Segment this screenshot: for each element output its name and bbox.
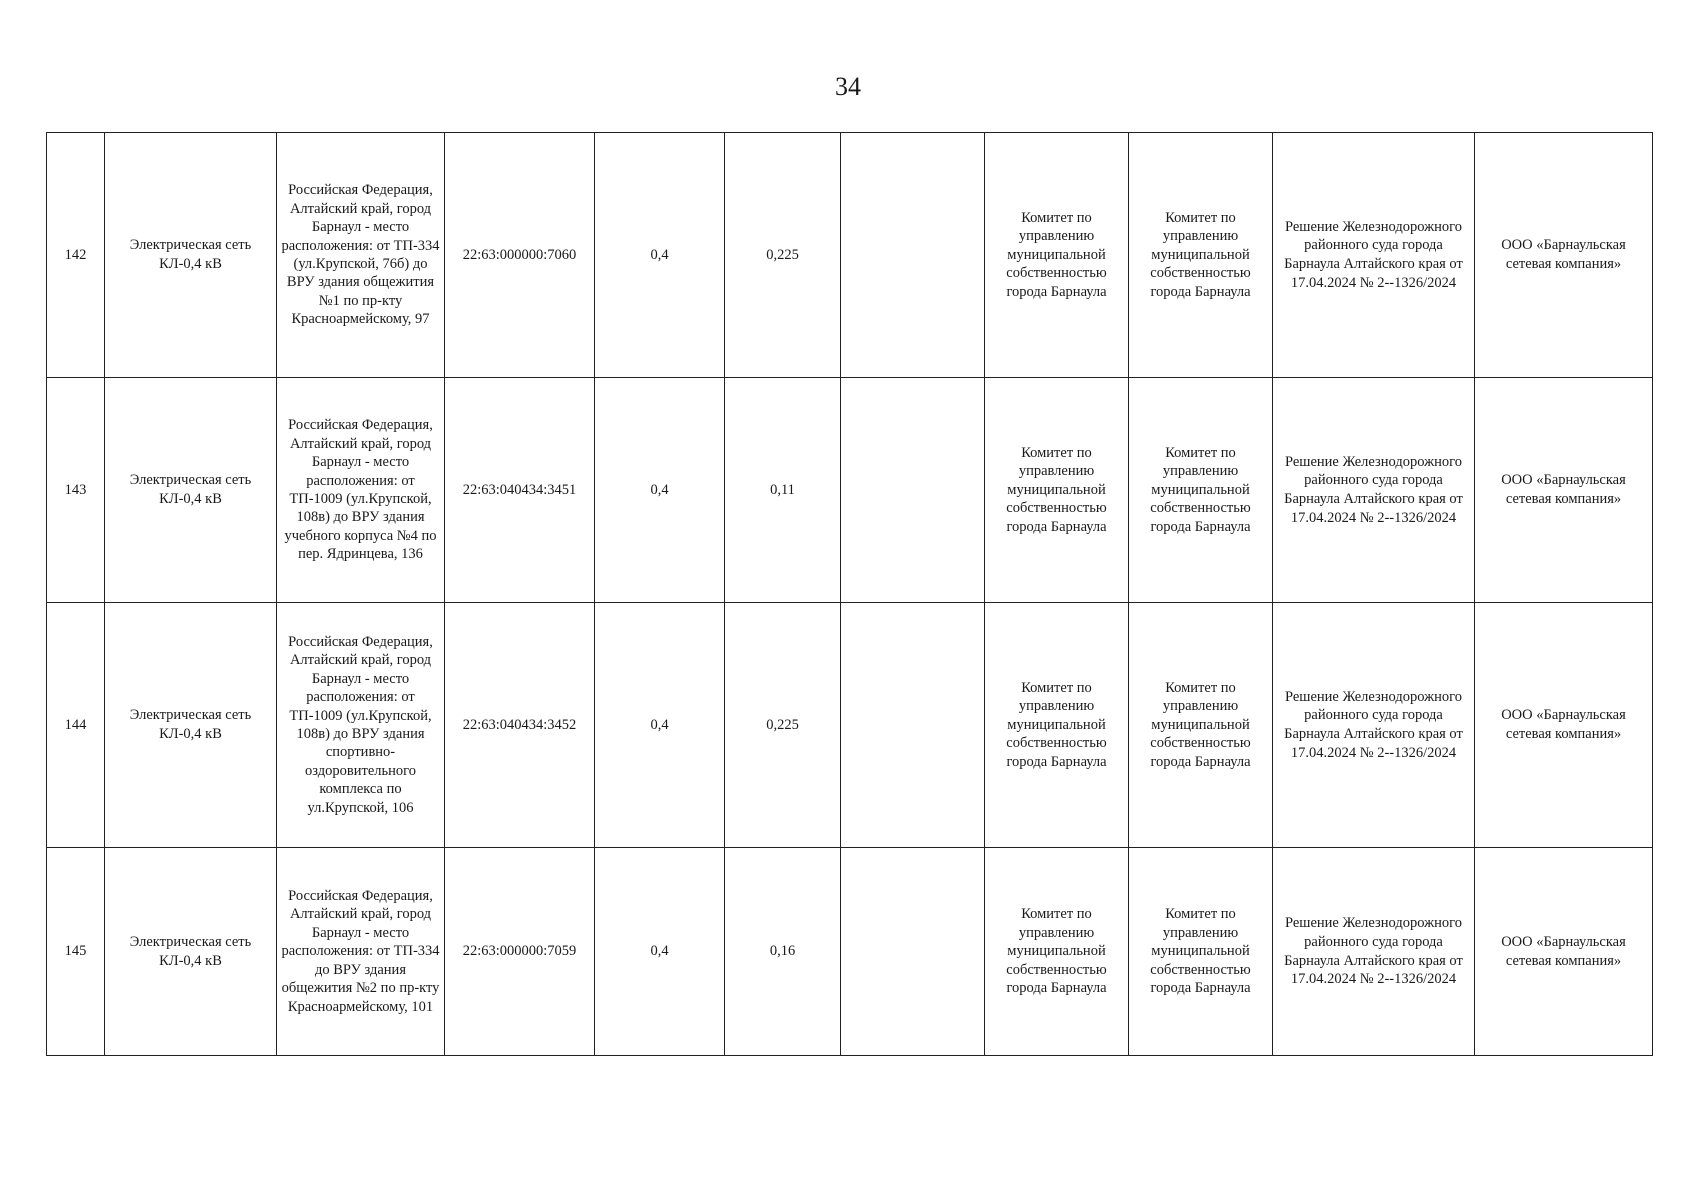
operator-cell: ООО «Барнаульская сетевая компания» bbox=[1475, 378, 1653, 603]
table-row bbox=[47, 848, 1653, 1056]
row-number-cell: 142 bbox=[47, 133, 105, 378]
object-name-cell: Электрическая сеть КЛ-0,4 кВ bbox=[105, 378, 277, 603]
table-row bbox=[47, 378, 1653, 603]
applicant-cell: Комитет по управлению муниципальной собственностью города Барнаула bbox=[1129, 603, 1273, 848]
address-cell: Российская Федерация, Алтайский край, город Барнаул - место расположения: от ТП-1009 (ул.Крупской, 108в) до ВРУ здания учебного корпуса №4 по пер. Ядринцева, 136 bbox=[277, 378, 445, 603]
empty-cell bbox=[841, 133, 985, 378]
row-number-cell: 143 bbox=[47, 378, 105, 603]
empty-cell bbox=[841, 378, 985, 603]
object-name-cell: Электрическая сеть КЛ-0,4 кВ bbox=[105, 848, 277, 1056]
voltage-cell: 0,4 bbox=[595, 133, 725, 378]
address-cell: Российская Федерация, Алтайский край, город Барнаул - место расположения: от ТП-334 до ВРУ здания общежития №2 по пр-кту Красноармейскому, 101 bbox=[277, 848, 445, 1056]
row-number-cell: 145 bbox=[47, 848, 105, 1056]
voltage-cell: 0,4 bbox=[595, 848, 725, 1056]
operator-cell: ООО «Барнаульская сетевая компания» bbox=[1475, 133, 1653, 378]
length-cell: 0,225 bbox=[725, 133, 841, 378]
applicant-cell: Комитет по управлению муниципальной собственностью города Барнаула bbox=[1129, 848, 1273, 1056]
length-cell: 0,225 bbox=[725, 603, 841, 848]
property-registry-table bbox=[46, 132, 1653, 1056]
cadastral-number-cell: 22:63:040434:3452 bbox=[445, 603, 595, 848]
applicant-cell: Комитет по управлению муниципальной собственностью города Барнаула bbox=[1129, 378, 1273, 603]
object-name-cell: Электрическая сеть КЛ-0,4 кВ bbox=[105, 603, 277, 848]
address-cell: Российская Федерация, Алтайский край, город Барнаул - место расположения: от ТП-1009 (ул.Крупской, 108в) до ВРУ здания спортивно-оздоровительного комплекса по ул.Крупской, 106 bbox=[277, 603, 445, 848]
cadastral-number-cell: 22:63:000000:7059 bbox=[445, 848, 595, 1056]
applicant-cell: Комитет по управлению муниципальной собственностью города Барнаула bbox=[1129, 133, 1273, 378]
table-row bbox=[47, 133, 1653, 378]
court-decision-cell: Решение Железнодорожного районного суда города Барнаула Алтайского края от 17.04.2024 № 2--1326/2024 bbox=[1273, 133, 1475, 378]
court-decision-cell: Решение Железнодорожного районного суда города Барнаула Алтайского края от 17.04.2024 № 2--1326/2024 bbox=[1273, 603, 1475, 848]
length-cell: 0,11 bbox=[725, 378, 841, 603]
court-decision-cell: Решение Железнодорожного районного суда города Барнаула Алтайского края от 17.04.2024 № 2--1326/2024 bbox=[1273, 848, 1475, 1056]
court-decision-cell: Решение Железнодорожного районного суда города Барнаула Алтайского края от 17.04.2024 № 2--1326/2024 bbox=[1273, 378, 1475, 603]
rights-holder-cell: Комитет по управлению муниципальной собственностью города Барнаула bbox=[985, 378, 1129, 603]
length-cell: 0,16 bbox=[725, 848, 841, 1056]
operator-cell: ООО «Барнаульская сетевая компания» bbox=[1475, 848, 1653, 1056]
cadastral-number-cell: 22:63:040434:3451 bbox=[445, 378, 595, 603]
voltage-cell: 0,4 bbox=[595, 378, 725, 603]
object-name-cell: Электрическая сеть КЛ-0,4 кВ bbox=[105, 133, 277, 378]
cadastral-number-cell: 22:63:000000:7060 bbox=[445, 133, 595, 378]
empty-cell bbox=[841, 848, 985, 1056]
row-number-cell: 144 bbox=[47, 603, 105, 848]
rights-holder-cell: Комитет по управлению муниципальной собственностью города Барнаула bbox=[985, 603, 1129, 848]
address-cell: Российская Федерация, Алтайский край, город Барнаул - место расположения: от ТП-334 (ул.Крупской, 76б) до ВРУ здания общежития №1 по пр-кту Красноармейскому, 97 bbox=[277, 133, 445, 378]
rights-holder-cell: Комитет по управлению муниципальной собственностью города Барнаула bbox=[985, 133, 1129, 378]
page-number: 34 bbox=[835, 72, 861, 101]
operator-cell: ООО «Барнаульская сетевая компания» bbox=[1475, 603, 1653, 848]
voltage-cell: 0,4 bbox=[595, 603, 725, 848]
table-row bbox=[47, 603, 1653, 848]
rights-holder-cell: Комитет по управлению муниципальной собственностью города Барнаула bbox=[985, 848, 1129, 1056]
empty-cell bbox=[841, 603, 985, 848]
